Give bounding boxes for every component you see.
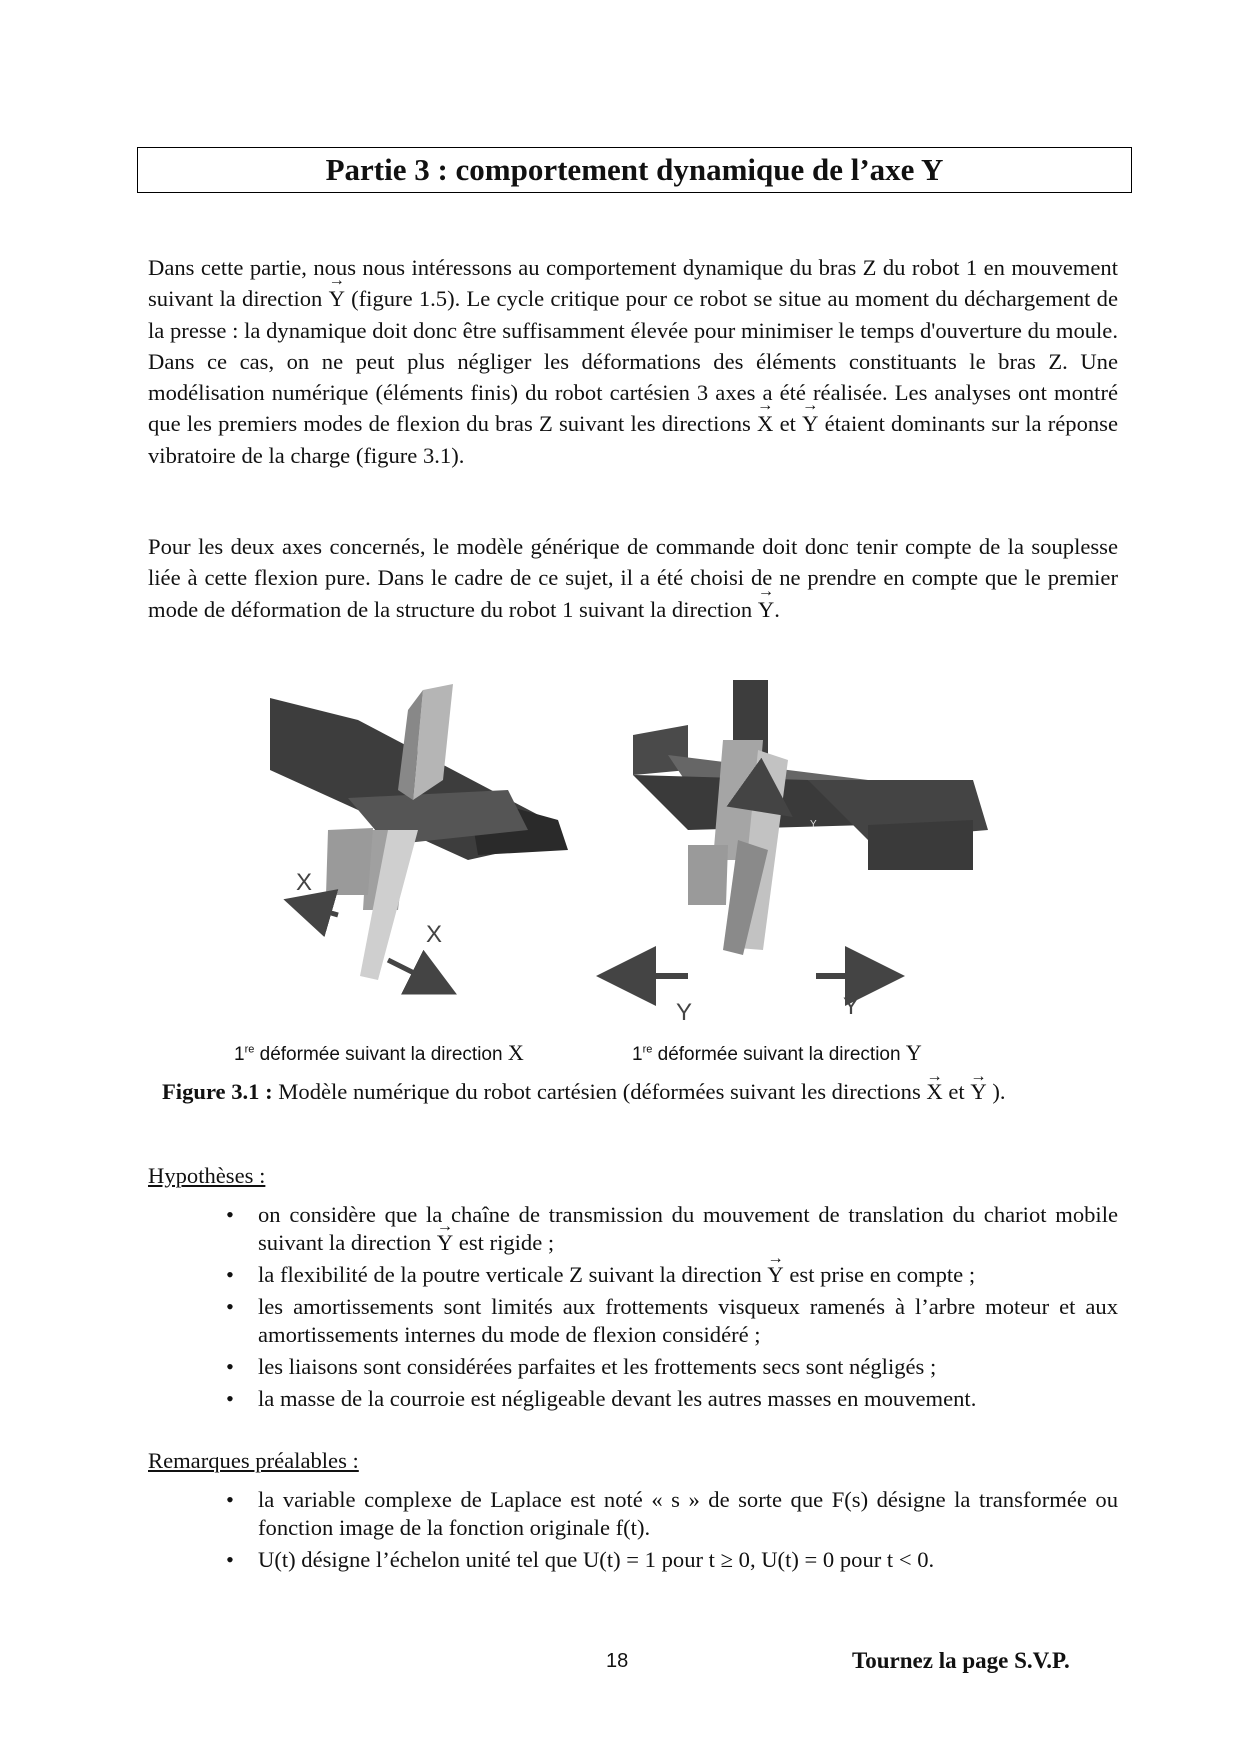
vector-y: → Y <box>329 283 345 314</box>
text-run: ). <box>986 1079 1006 1104</box>
vector-x: → X <box>926 1079 942 1105</box>
text-run: est prise en compte ; <box>783 1262 976 1287</box>
list-item: • U(t) désigne l’échelon unité tel que U(t) = 1 pour t ≥ 0, U(t) = 0 pour t < 0. <box>226 1546 1118 1574</box>
left-robot-model <box>270 684 568 990</box>
figure-caption <box>162 1079 1006 1105</box>
vector-y: → Y <box>802 408 818 439</box>
remarques-heading: Remarques préalables : <box>148 1448 359 1473</box>
axis-label-x: X <box>296 869 313 896</box>
text-run: Dans cette partie, nous nous intéressons au comportement dynamique du bras Z du robot 1 en mouvement suivant la direction <box>148 255 1118 312</box>
text-run: 1 <box>632 1044 643 1065</box>
text-run: est rigide ; <box>453 1230 555 1255</box>
right-robot-model <box>608 680 988 1025</box>
vector-y: → Y <box>437 1229 453 1257</box>
hypotheses-heading: Hypothèses : <box>148 1163 266 1188</box>
text-run: (figure 1.5). Le cycle critique pour ce robot se situe au moment du déchargement de la presse : la dynamique doit donc être suffisamment élevée pour minimiser le temps d'ouverture du moule. Dans ce cas, on ne peut plus négliger les déformations des éléments constituants le bras Z. Une modélisation numérique (éléments finis) du robot cartésien 3 axes a été réalisée. Les analyses ont montré que les premiers modes de flexion du bras Z suivant les directions <box>148 286 1118 437</box>
text-run: étaient dominants sur la réponse vibratoire de la charge (figure 3.1). <box>148 411 1118 468</box>
caption-label: Figure 3.1 : <box>162 1079 273 1104</box>
text-run: déformée suivant la direction <box>254 1044 508 1065</box>
text-run: 1 <box>234 1044 245 1065</box>
turn-page-note: Tournez la page S.V.P. <box>852 1648 1070 1673</box>
vector-x: → X <box>757 408 773 439</box>
right-subcaption <box>632 1040 922 1066</box>
list-item <box>226 1353 1118 1381</box>
vector-y: → Y <box>970 1079 986 1105</box>
text-run: X <box>507 1040 524 1065</box>
hypotheses-list <box>226 1201 1118 1417</box>
text-run: les amortissements sont limités aux frottements visqueux ramenés à l’arbre moteur et aux amortissements internes du mode de flexion considéré ; <box>258 1294 1118 1347</box>
robot-deformation-figure <box>268 680 1018 1025</box>
axis-label-x: X <box>426 921 443 948</box>
list-item <box>226 1293 1118 1349</box>
title-box <box>137 147 1132 193</box>
list-item <box>226 1385 1118 1413</box>
page-title: Partie 3 : comportement dynamique de l’axe Y <box>325 152 944 187</box>
text-run: les liaisons sont considérées parfaites et les frottements secs sont négligés ; <box>258 1354 937 1379</box>
intro-paragraph <box>148 252 1118 471</box>
text-run: Pour les deux axes concernés, le modèle générique de commande doit donc tenir compte de la souplesse liée à cette flexion pure. Dans le cadre de ce sujet, il a été choisi de ne prendre en compte que le premier mode de déformation de la structure du robot 1 suivant la direction <box>148 534 1118 622</box>
list-item: • la variable complexe de Laplace est noté « s » de sorte que F(s) désigne la transformée ou fonction image de la fonction originale f(t). <box>226 1486 1118 1542</box>
axis-label-small-y: Y <box>810 819 817 830</box>
list-item <box>226 1201 1118 1257</box>
vector-y: → Y <box>767 1261 783 1289</box>
text-run: . <box>774 596 780 622</box>
remarques-list <box>226 1486 1118 1578</box>
second-paragraph <box>148 531 1118 625</box>
text-run: re <box>642 1043 653 1056</box>
text-run: la masse de la courroie est négligeable devant les autres masses en mouvement. <box>258 1386 977 1411</box>
text-run: re <box>244 1043 255 1056</box>
page-number: 18 <box>606 1650 629 1672</box>
left-subcaption <box>234 1040 524 1066</box>
vector-y: → Y <box>758 594 774 625</box>
list-item <box>226 1261 1118 1289</box>
text-run: et <box>942 1079 971 1104</box>
text-run: on considère que la chaîne de transmission du mouvement de translation du chariot mobile suivant la direction <box>258 1202 1118 1255</box>
axis-label-y: Y <box>843 993 860 1020</box>
text-run: Modèle numérique du robot cartésien (déformées suivant les directions <box>272 1079 927 1104</box>
axis-label-y: Y <box>676 999 693 1025</box>
text-run: déformée suivant la direction <box>652 1044 906 1065</box>
text-run: la flexibilité de la poutre verticale Z suivant la direction <box>258 1262 768 1287</box>
text-run: et <box>773 411 803 437</box>
text-run: Y <box>905 1040 922 1065</box>
